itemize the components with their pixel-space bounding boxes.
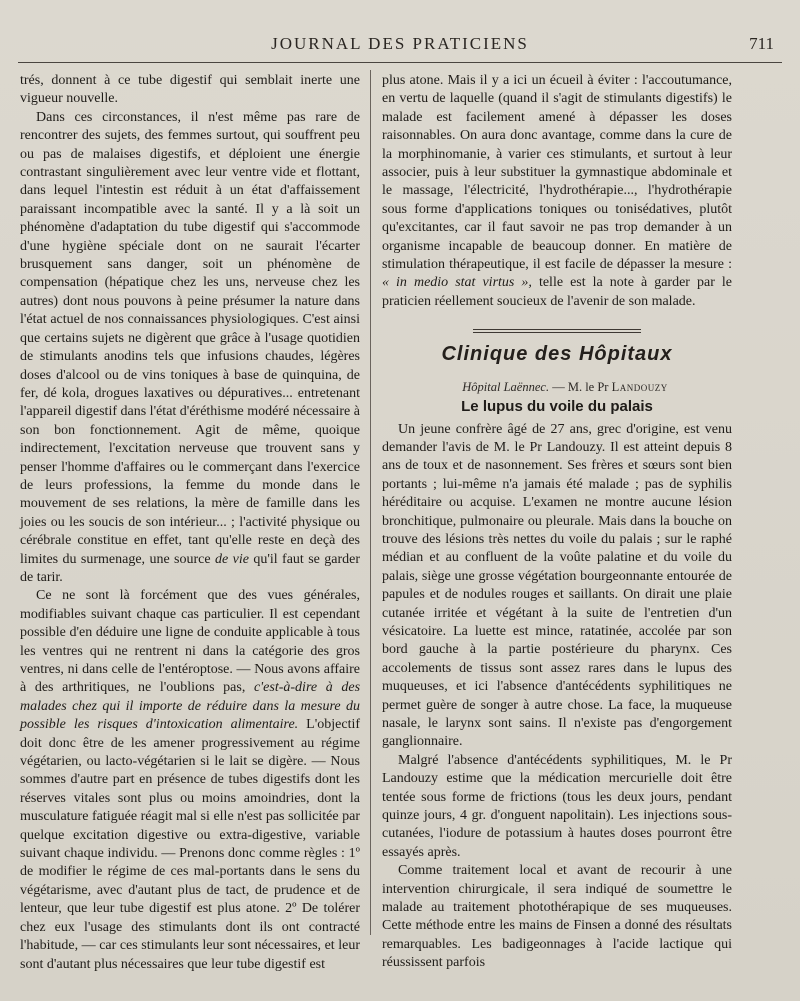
paragraph-text: qu'il faut se garder de tarir.	[20, 551, 361, 585]
byline-place: Hôpital Laënnec.	[462, 379, 550, 394]
emphasis-text: c'est-à-dire à des malades chez qui il importe de réduire dans la mesure du possible les risques d'intoxication alimentaire.	[20, 680, 361, 733]
paragraph-text: plus atone. Mais il y a ici un écueil à éviter : l'accoutumance, en vertu de laquelle (quand il s'agit de stimulants digestifs) le malade est facilement amené à dépasser les doses raisonnables. On aura donc avantage, comme dans la cure de la morphinomanie, à varier ces stimulants, et surtout à leur associer, puis à leur substituer la gymnastique abdominale et le massage, l'électricité, l'hydrothérapie..., l'hydrothérapie sous forme d'applications toniques ou tonisédatives, plutôt qu'excitantes, car il faut savoir ne pas trop demander à un organisme incapable de beaucoup donner. En matière de stimulation thérapeutique, il est facile de dépasser la mesure :	[382, 73, 732, 273]
article-title: Le lupus du voile du palais	[461, 398, 653, 416]
paragraph-text: Ce ne sont là forcément que des vues générales, modifiables suivant chaque cas particulier. Il est cependant possible d'en déduire une ligne de conduite applicable à tous les ventres qui ne rentrent ni dans la catégorie des gros ventres, ni dans celle de l'entéroptose. — Nous avons affaire à des arthritiques, ne l'oublions pas,	[20, 588, 360, 696]
paragraph: Comme traitement local et avant de recourir à une intervention chirurgicale, il sera indiqué de soumettre le malade au traitement photothérapique de ses muqueuses. Cette méthode entre les mains de Finsen a donné des résultats remarquables. Les badigeonnages à l'acide lactique qui réussissent parfois	[382, 863, 732, 971]
column-divider	[370, 70, 371, 935]
paragraph-text: telle est la note à garder par le praticien réellement soucieux de l'avenir de son malade.	[382, 275, 732, 309]
paragraph	[382, 72, 732, 311]
paragraph: Un jeune confrère âgé de 27 ans, grec d'origine, est venu demander l'avis de M. le Pr Landouzy. Il est atteint depuis 8 ans de toux et de nasonnement. Ses frères et sœurs sont bien portants ; lui-même n'a jamais été malade ; pas de syphilis héréditaire ou acquise. L'examen ne montre aucune lésion bronchitique, pulmonaire ou pleurale. Mais dans la bouche on trouve des lésions très nettes du voile du palais ; sur le raphé médian et au confluent de la voûte palatine et du voile du palais, siège une grosse végétation bourgeonnante entourée de papules et de nodules rouges et saillants. On dirait une plaie cutanée irritée et végétant à la suite de l'entretien d'un vésicatoire. La luette est mince, ratatinée, accolée par son bord gauche à la partie postérieure du pharynx. Ces accolements de tissus sont assez rares dans le lupus des muqueuses, et ici l'absence d'antécédents syphilitiques ne permet guère de songer à autre chose. La face, la muqueuse nasale, le larynx sont sains. Il n'existe pas d'engorgement ganglionnaire.	[382, 421, 732, 750]
paragraph-text: L'objectif doit donc être de les amener progressivement au régime végétarien, ou lacto-végétarien si le lait se digère. — Nous sommes d'autre part en présence de tubes digestifs dont les réserves vitales sont plus ou moins amoindries, dont la musculature fatiguée réagit mal si elle n'est pas sollicitée par quelque excitation digestive ou extra-digestive, variable suivant chaque individu. — Prenons donc comme règles : 1º de modifier le régime de ces mal-portants dans le sens du végétarisme, avec d'autant plus de tact, de prudence et de lenteur, que leur tube digestif est plus atone. 2º De tolérer chez eux l'usage des stimulants dont ils ont contracté l'habitude, — car ces stimulants leur sont nécessaires, et leur sont d'autant plus nécessaires que leur tube digestif est	[20, 717, 361, 972]
right-column	[382, 72, 732, 973]
byline-name: Landouzy	[611, 379, 668, 394]
byline-text: — M. le Pr	[552, 379, 609, 394]
paragraph: trés, donnent à ce tube digestif qui semblait inerte une vigueur nouvelle.	[20, 73, 360, 107]
journal-title: JOURNAL DES PRATICIENS	[271, 34, 529, 53]
paragraph	[20, 587, 360, 974]
running-head	[0, 34, 800, 58]
byline	[382, 378, 732, 396]
page-number: 711	[749, 34, 774, 53]
header-rule	[18, 62, 782, 63]
emphasis-text: de vie	[215, 551, 249, 567]
paragraph: Malgré l'absence d'antécédents syphilitiques, M. le Pr Landouzy estime que la médication mercurielle doit être tentée sous forme de frictions (tous les deux jours, pendant quinze jours, 4 gr. d'onguent napolitain). Les injections sous-cutanées, l'iodure de potassium à hautes doses pourront être essayés après.	[382, 752, 732, 860]
emphasis-text: « in medio stat virtus »,	[382, 275, 532, 291]
paragraph	[20, 109, 360, 588]
left-column	[20, 72, 360, 974]
paragraph-text: Dans ces circonstances, il n'est même pas rare de rencontrer des sujets, des femmes surtout, qui souffrent peu ou pas de malaises digestifs, et déploient une énergie contrastant singulièrement avec leur ventre vide et flottant, dans lequel l'intestin est réduit à un état d'affaissement paraissant incompatible avec la santé. Il y a là soit un phénomène d'adaptation du tube digestif qui s'accommode d'une hygiène spéciale dont on ne saurait l'écarter brusquement sans danger, soit un phénomène de compensation (hépatique chez les uns, nerveuse chez les autres) dont nous pouvons à peine présumer la nature dans l'état actuel de nos connaissances physiologiques. C'est ainsi que certains sujets ne digèrent que grâce à l'usage quotidien de stimulants anodins tels que infusions chaudes, légères doses d'alcool ou de vins toniques à base de quinquina, de fer, dé kola, drogues laxatives ou dépuratives... entretenant l'appareil digestif dans l'état d'éréthisme modéré nécessaire à son bon fonctionnement. Agit de même, quoique indirectement, l'excitation nerveuse que trouvent sans y penser l'homme d'affaires ou le commerçant dans l'exercice de leurs professions, la femme du monde dans le mouvement de ses relations, la mère de famille dans les joies ou les soucis de son intérieur... ; l'activité physique ou cérébrale constitue en effet, tant qu'elle reste en deçà des limites du surmenage, une source	[20, 109, 360, 567]
section-title: Clinique des Hôpitaux	[441, 343, 673, 366]
section-divider	[473, 329, 641, 333]
